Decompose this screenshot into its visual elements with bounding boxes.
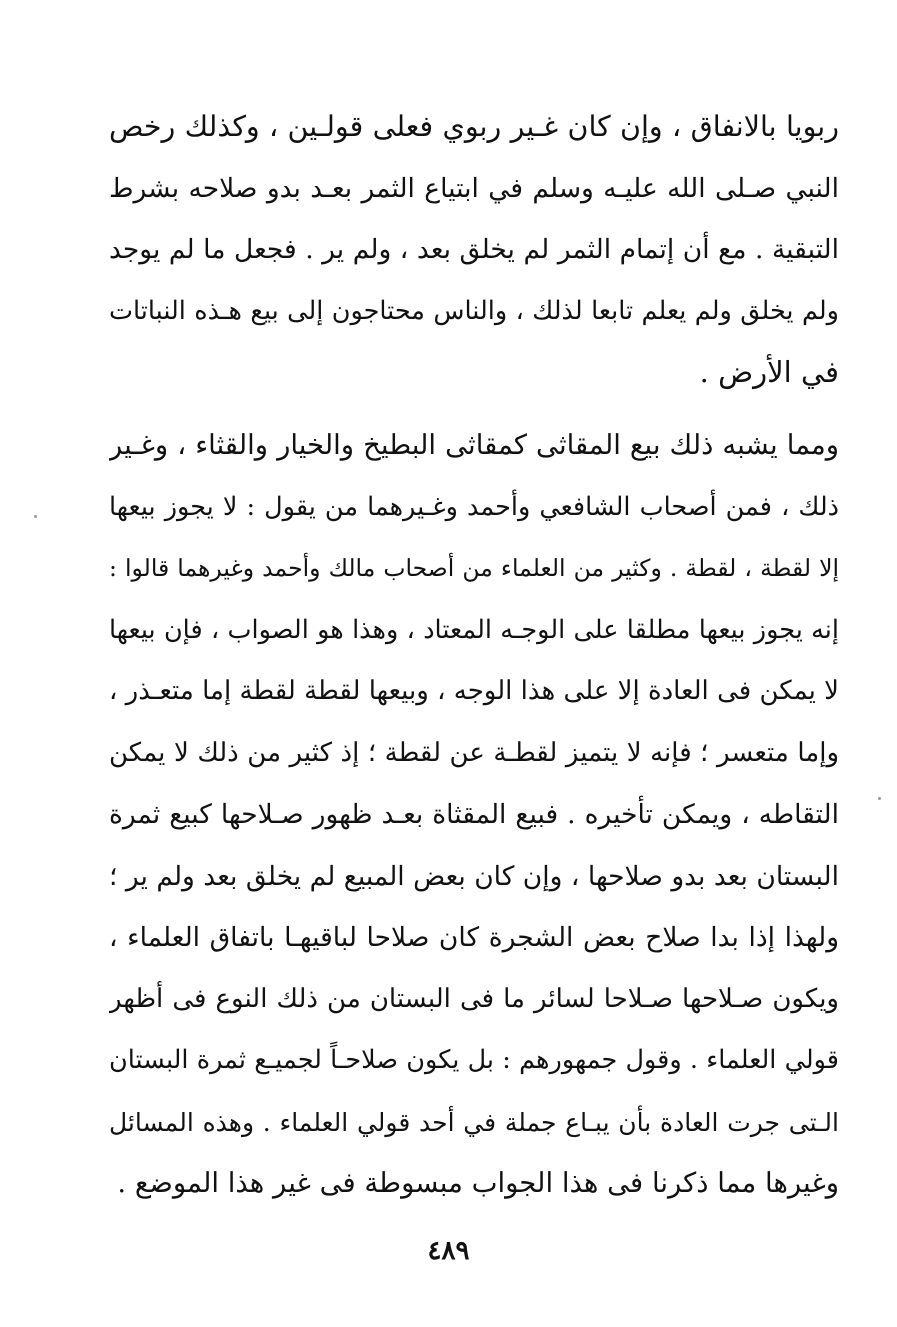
text-line: ولهذا إذا بدا صلاح بعض الشجرة كان صلاحا لباقيهـا باتفاق العلماء ، (109, 922, 839, 953)
text-line: إنه يجوز بيعها مطلقا على الوجـه المعتاد ، وهذا هو الصواب ، فإن بيعها (109, 614, 839, 645)
scan-speck (34, 515, 37, 518)
text-line: ذلك ، فمن أصحاب الشافعي وأحمد وغـيرهما من يقول : لا يجوز بيعها (109, 491, 839, 522)
text-line: البستان بعد بدو صلاحها ، وإن كان بعض المبيع لم يخلق بعد ولم ير ؛ (109, 860, 839, 892)
page-number: ٤٨٩ (427, 1236, 470, 1266)
text-line: وإما متعسر ؛ فإنه لا يتميز لقطـة عن لقطة ؛ إذ كثير من ذلك لا يمكن (109, 737, 839, 768)
text-line: لا يمكن فى العادة إلا على هذا الوجه ، وبيعها لقطة لقطة إما متعـذر ، (109, 676, 839, 706)
scan-speck (878, 797, 881, 800)
text-line: التقاطه ، ويمكن تأخيره . فبيع المقثاة بعـد ظهور صـلاحها كبيع ثمرة (109, 799, 839, 830)
text-line: التبقية . مع أن إتمام الثمر لم يخلق بعد ، ولم ير . فجعل ما لم يوجد (109, 234, 839, 265)
text-line: إلا لقطة ، لقطة . وكثير من العلماء من أصحاب مالك وأحمد وغيرهما قالوا : (109, 554, 839, 582)
text-line: في الأرض . (699, 355, 839, 389)
text-line: ومما يشبه ذلك بيع المقاثى كمقاثى البطيخ والخيار والقثاء ، وغـير (109, 429, 839, 461)
text-line: وغيرها مما ذكرنا فى هذا الجواب مبسوطة فى غير هذا الموضع . (117, 1167, 839, 1199)
text-line: الـتى جرت العادة بأن يبـاع جملة في أحد قولي العلماء . وهذه المسائل (109, 1107, 839, 1137)
text-line: ولم يخلق ولم يعلم تابعا لذلك ، والناس محتاجون إلى بيع هـذه النباتات (109, 295, 839, 326)
paragraph-1 (109, 96, 839, 404)
text-line: النبي صـلى الله عليـه وسلم في ابتياع الثمر بعـد بدو صلاحه بشرط (109, 172, 839, 204)
text-line: قولي العلماء . وقول جمهورهم : بل يكون صلاحـاً لجميـع ثمرة البستان (109, 1045, 839, 1075)
text-line: ربويا بالانفاق ، وإن كان غـير ربوي فعلى قولـين ، وكذلك رخص (109, 110, 839, 143)
text-line: ويكون صـلاحها صـلاحا لسائر ما فى البستان من ذلك النوع فى أظهر (109, 983, 839, 1014)
paragraph-2 (109, 415, 839, 1215)
